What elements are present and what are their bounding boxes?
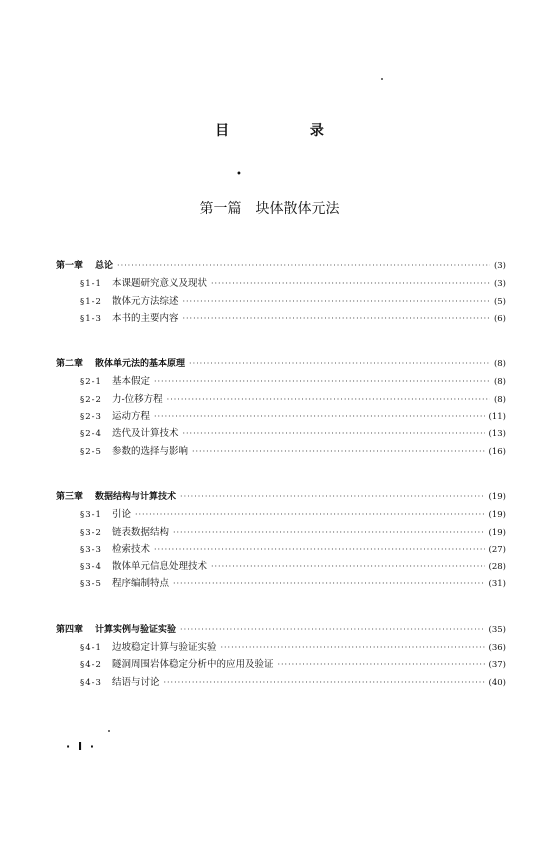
section-page: (11) xyxy=(488,412,506,423)
section-title: 边坡稳定计算与验证实验 xyxy=(111,642,217,654)
section-number: §3-3 xyxy=(80,544,102,555)
dot-leader xyxy=(173,579,485,588)
section-title: 检索技术 xyxy=(111,543,150,555)
section-page: (31) xyxy=(488,579,506,590)
toc-section-row xyxy=(56,391,506,408)
section-title: 散体单元信息处理技术 xyxy=(111,561,207,573)
dot-leader xyxy=(117,261,490,270)
section-page: (19) xyxy=(488,527,506,538)
toc-section-row xyxy=(56,656,506,673)
dot-leader xyxy=(182,429,484,438)
chapter-title: 散体单元法的基本原理 xyxy=(95,359,186,370)
page-title: 目 录 xyxy=(215,123,362,139)
section-page: (8) xyxy=(493,394,506,405)
toc-chapter-row xyxy=(56,622,506,639)
toc-section-row xyxy=(56,524,506,541)
section-number: §4-2 xyxy=(80,660,102,671)
section-title: 基本假定 xyxy=(111,376,150,388)
toc-section-row xyxy=(56,443,506,460)
toc-chapter-row xyxy=(56,258,506,275)
dot-leader xyxy=(211,562,485,571)
toc-chapter xyxy=(56,489,506,593)
section-title: 引论 xyxy=(111,509,131,521)
dot-leader xyxy=(154,377,490,386)
bullet-mark: • xyxy=(236,169,242,180)
section-page: (16) xyxy=(488,446,506,457)
toc-section-row xyxy=(56,373,506,390)
section-number: §3-5 xyxy=(80,579,102,590)
toc-section-row xyxy=(56,408,506,425)
chapter-page: (19) xyxy=(488,491,506,502)
section-title: 散体元方法综述 xyxy=(111,295,179,307)
section-page: (28) xyxy=(488,562,506,573)
dot-leader xyxy=(173,528,485,537)
footer-page-number: · I · xyxy=(66,740,97,753)
dot-leader xyxy=(163,678,484,687)
section-title: 参数的选择与影响 xyxy=(111,445,188,457)
section-page: (37) xyxy=(488,660,506,671)
section-number: §1-3 xyxy=(80,313,102,324)
section-number: §4-1 xyxy=(80,643,102,654)
section-number: §3-1 xyxy=(80,510,102,521)
toc-section-row xyxy=(56,310,506,327)
section-page: (5) xyxy=(493,296,506,307)
section-page: (3) xyxy=(493,279,506,290)
section-page: (36) xyxy=(488,643,506,654)
dot-leader xyxy=(182,297,489,306)
chapter-number: 第四章 xyxy=(56,624,84,635)
section-number: §2-2 xyxy=(80,394,102,405)
section-title: 本课题研究意义及现状 xyxy=(111,278,207,290)
section-number: §2-4 xyxy=(80,429,102,440)
toc-chapter xyxy=(56,622,506,691)
section-title: 程序编制特点 xyxy=(111,578,169,590)
part-title: 第一篇 块体散体元法 xyxy=(199,201,340,217)
toc-section-row xyxy=(56,639,506,656)
toc-section-row xyxy=(56,506,506,523)
section-number: §4-3 xyxy=(80,677,102,688)
chapter-page: (3) xyxy=(493,261,506,271)
section-title: 隧洞周围岩体稳定分析中的应用及验证 xyxy=(111,659,274,671)
section-number: §2-1 xyxy=(80,377,102,388)
section-page: (40) xyxy=(488,677,506,688)
dot-leader xyxy=(192,447,485,456)
dot-leader xyxy=(180,492,485,501)
toc-section-row xyxy=(56,558,506,575)
section-number: §3-2 xyxy=(80,527,102,538)
toc-section-row xyxy=(56,275,506,292)
chapter-title: 数据结构与计算技术 xyxy=(95,491,177,502)
section-page: (13) xyxy=(488,429,506,440)
toc-chapter-row xyxy=(56,489,506,506)
section-title: 本书的主要内容 xyxy=(111,312,179,324)
section-title: 结语与讨论 xyxy=(111,676,160,688)
toc-section-row xyxy=(56,541,506,558)
section-number: §2-3 xyxy=(80,412,102,423)
section-title: 迭代及计算技术 xyxy=(111,428,179,440)
dot-leader xyxy=(211,279,490,288)
chapter-title: 计算实例与验证实验 xyxy=(95,624,177,635)
section-page: (6) xyxy=(493,313,506,324)
chapter-number: 第三章 xyxy=(56,491,84,502)
dot-leader xyxy=(167,395,490,404)
scan-speck xyxy=(381,78,383,80)
section-title: 链表数据结构 xyxy=(111,526,169,538)
dot-leader xyxy=(154,545,485,554)
toc-section-row xyxy=(56,575,506,592)
toc-section-row xyxy=(56,425,506,442)
section-page: (8) xyxy=(493,377,506,388)
dot-leader xyxy=(135,510,485,519)
section-page: (19) xyxy=(488,510,506,521)
toc-section-row xyxy=(56,293,506,310)
chapter-title: 总论 xyxy=(95,261,114,271)
section-number: §1-2 xyxy=(80,296,102,307)
section-page: (27) xyxy=(488,544,506,555)
dot-leader xyxy=(154,412,485,421)
dot-leader xyxy=(220,643,484,652)
chapter-page: (8) xyxy=(493,359,506,370)
section-number: §2-5 xyxy=(80,446,102,457)
chapter-number: 第二章 xyxy=(56,359,84,370)
toc-chapter xyxy=(56,356,506,460)
section-number: §1-1 xyxy=(80,279,102,290)
section-title: 运动方程 xyxy=(111,411,150,423)
section-number: §3-4 xyxy=(80,562,102,573)
section-title: 力-位移方程 xyxy=(111,393,163,405)
scan-speck xyxy=(108,730,110,732)
chapter-number: 第一章 xyxy=(56,261,84,271)
toc-chapter xyxy=(56,258,506,327)
dot-leader xyxy=(182,314,489,323)
dot-leader xyxy=(277,660,484,669)
chapter-page: (35) xyxy=(488,624,506,635)
dot-leader xyxy=(189,359,490,368)
toc-section-row xyxy=(56,674,506,691)
table-of-contents xyxy=(56,258,506,720)
toc-chapter-row xyxy=(56,356,506,373)
dot-leader xyxy=(180,625,485,634)
